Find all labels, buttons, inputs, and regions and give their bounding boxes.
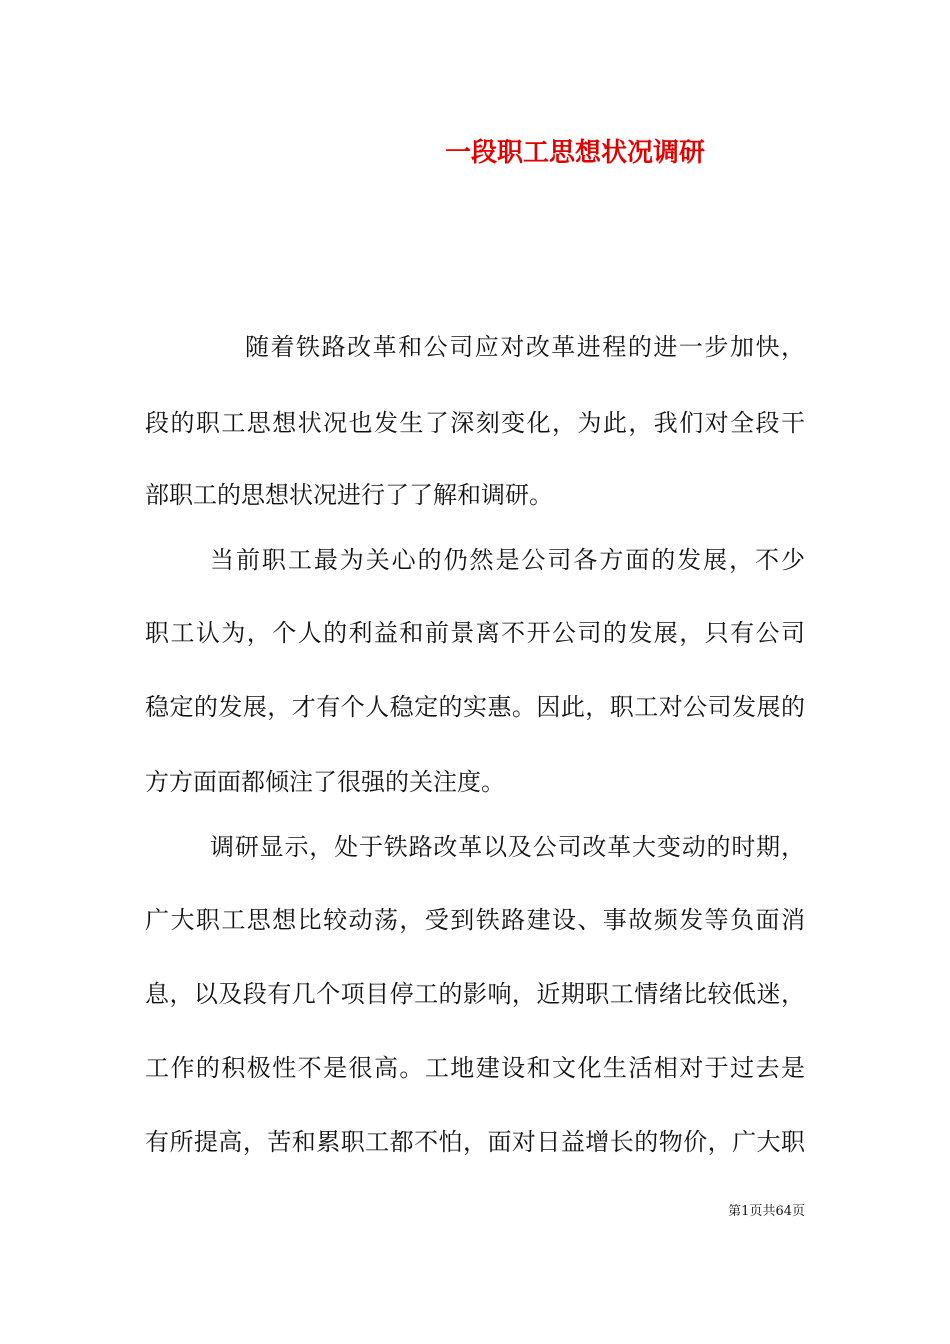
- paragraph-line: 当前职工最为关心的仍然是公司各方面的发展，不少: [210, 546, 805, 574]
- paragraph-line: 工作的积极性不是很高。工地建设和文化生活相对于过去是: [145, 1054, 805, 1082]
- paragraph-line: 稳定的发展，才有个人稳定的实惠。因此，职工对公司发展的: [145, 693, 805, 721]
- document-title: 一段职工思想状况调研: [444, 138, 705, 168]
- paragraph-line: 段的职工思想状况也发生了深刻变化，为此，我们对全段干: [145, 409, 805, 437]
- paragraph-line: 广大职工思想比较动荡，受到铁路建设、事故频发等负面消: [145, 906, 805, 934]
- paragraph-line: 调研显示，处于铁路改革以及公司改革大变动的时期，: [210, 833, 805, 861]
- paragraph-line: 职工认为，个人的利益和前景离不开公司的发展，只有公司: [145, 619, 805, 647]
- paragraph-line: 有所提高，苦和累职工都不怕，面对日益增长的物价，广大职: [145, 1128, 805, 1156]
- page-number: 第1页共64页: [728, 1204, 805, 1219]
- paragraph-line: 方方面面都倾注了很强的关注度。: [145, 768, 505, 796]
- paragraph-line: 息，以及段有几个项目停工的影响，近期职工情绪比较低迷，: [145, 980, 805, 1008]
- paragraph-line: 随着铁路改革和公司应对改革进程的进一步加快，: [245, 333, 805, 361]
- paragraph-line: 部职工的思想状况进行了了解和调研。: [145, 481, 553, 509]
